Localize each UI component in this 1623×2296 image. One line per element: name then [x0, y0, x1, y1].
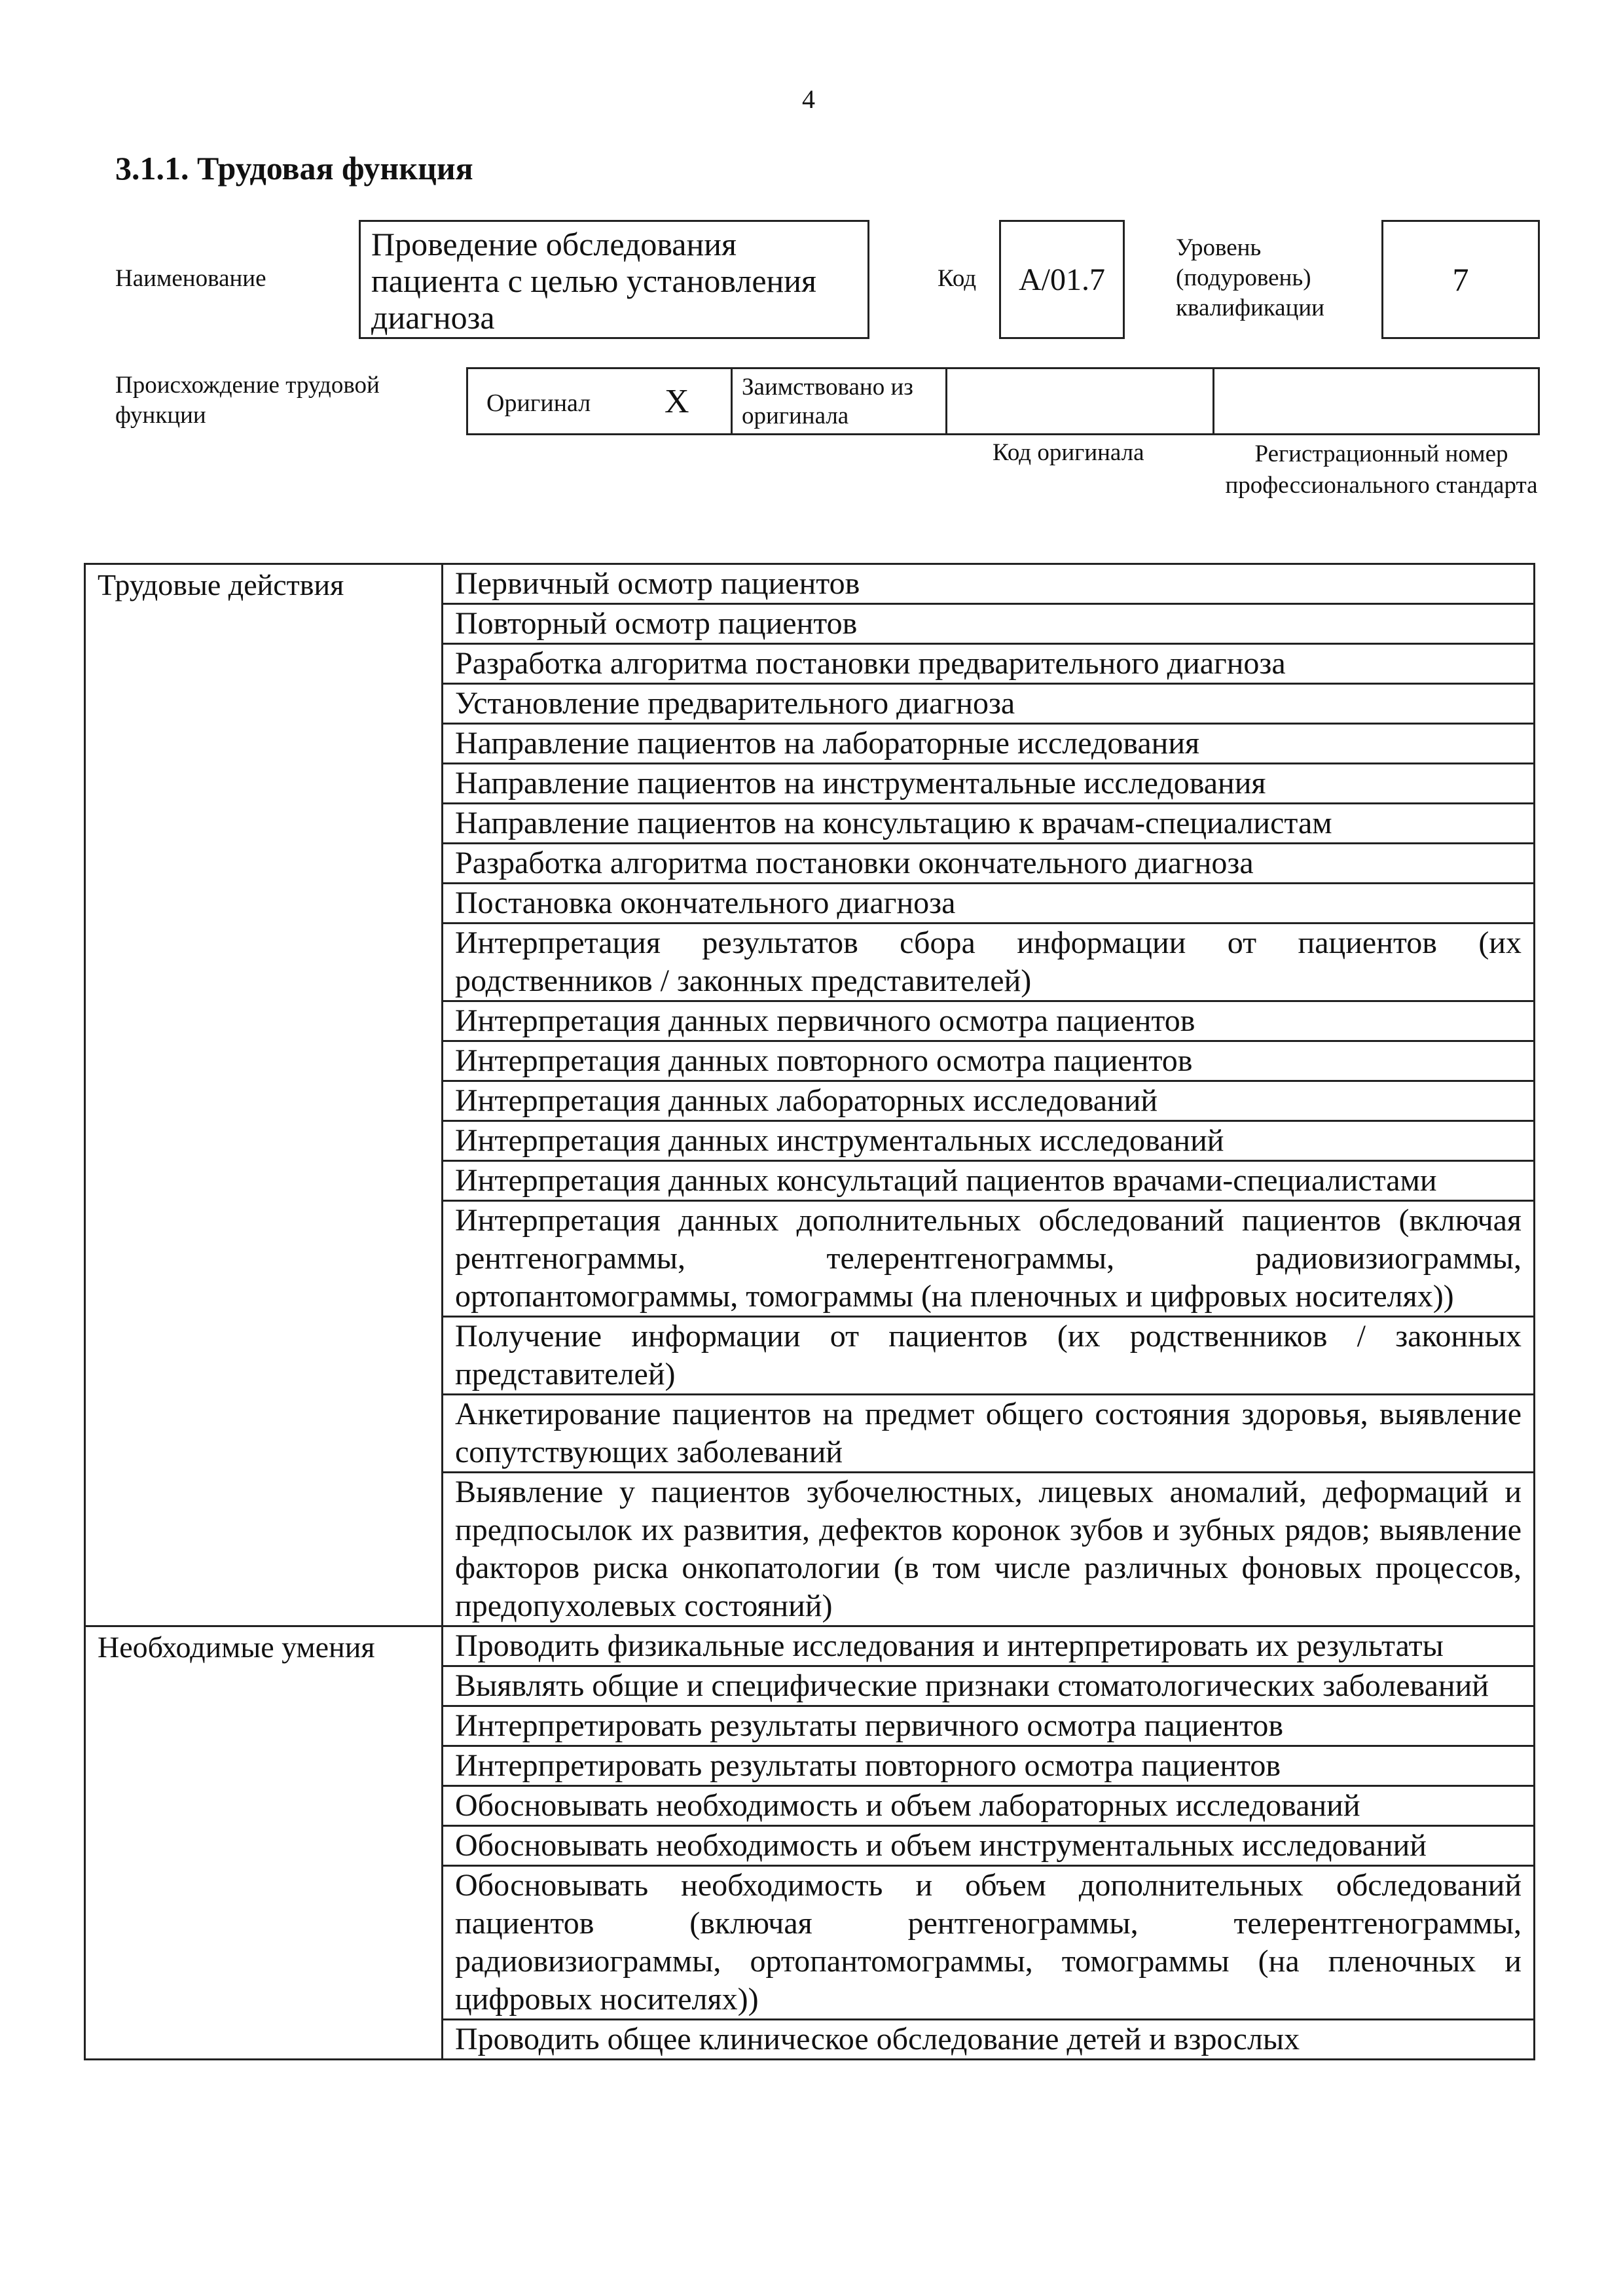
labor-actions-item: Постановка окончательного диагноза: [443, 884, 1535, 924]
labor-actions-item: Разработка алгоритма постановки предварительного диагноза: [443, 644, 1535, 684]
labor-function-table: [84, 563, 1535, 2060]
labor-actions-item: Интерпретация данных лабораторных исследований: [443, 1081, 1535, 1121]
labor-actions-item: Направление пациентов на лабораторные исследования: [443, 724, 1535, 764]
level-label: Уровень (подуровень) квалификации: [1176, 234, 1324, 321]
required-skills-heading: Необходимые умения: [85, 1626, 443, 2060]
required-skills-item: Проводить физикальные исследования и интерпретировать их результаты: [443, 1626, 1535, 1666]
page-number: 4: [802, 84, 815, 114]
labor-actions-item: Направление пациентов на инструментальные исследования: [443, 764, 1535, 804]
required-skills-item: Обосновывать необходимость и объем лабораторных исследований: [443, 1786, 1535, 1826]
function-code-box: [999, 220, 1125, 339]
table-row: [85, 564, 1535, 604]
function-name-box: Проведение обследования пациента с целью установления диагноза: [359, 220, 869, 339]
required-skills-item: Обосновывать необходимость и объем инструментальных исследований: [443, 1826, 1535, 1866]
reg-number-cell: [1214, 369, 1538, 433]
original-code-cell: [947, 369, 1214, 433]
labor-actions-item: Первичный осмотр пациентов: [443, 564, 1535, 604]
labor-actions-item: Установление предварительного диагноза: [443, 684, 1535, 724]
origin-table: [466, 367, 1540, 435]
level-value: 7: [1452, 261, 1469, 298]
labor-actions-item: Интерпретация данных инструментальных исследований: [443, 1121, 1535, 1161]
table-row: [85, 1626, 1535, 1666]
labor-actions-item: Получение информации от пациентов (их родственников / законных представителей): [443, 1317, 1535, 1395]
labor-actions-item: Интерпретация данных дополнительных обследований пациентов (включая рентгенограммы, телерентгенограммы, радиовизиограммы, ортопантомограммы, томограммы (на пленочных и цифровых носителях)): [443, 1201, 1535, 1317]
labor-actions-item: Выявление у пациентов зубочелюстных, лицевых аномалий, деформаций и предпосылок их развития, дефектов коронок зубов и зубных рядов; выявление факторов риска онкопатологии (в том числе различных фоновых процессов, предопухолевых состояний): [443, 1473, 1535, 1626]
original-mark: X: [665, 383, 689, 420]
section-title: 3.1.1. Трудовая функция: [115, 150, 473, 187]
origin-original-cell: [468, 369, 733, 433]
required-skills-item: Выявлять общие и специфические признаки стоматологических заболеваний: [443, 1666, 1535, 1706]
required-skills-item: Интерпретировать результаты повторного осмотра пациентов: [443, 1746, 1535, 1786]
required-skills-item: Обосновывать необходимость и объем дополнительных обследований пациентов (включая рентгенограммы, телерентгенограммы, радиовизиограммы, ортопантомограммы, томограммы (на пленочных и цифровых носителях)): [443, 1866, 1535, 2020]
labor-actions-item: Направление пациентов на консультацию к врачам-специалистам: [443, 804, 1535, 844]
borrowed-label: Заимствовано из оригинала: [733, 369, 947, 433]
labor-actions-item: Интерпретация данных повторного осмотра пациентов: [443, 1041, 1535, 1081]
required-skills-item: Проводить общее клиническое обследование детей и взрослых: [443, 2020, 1535, 2060]
original-label: Оригинал: [486, 389, 591, 417]
function-code-value: A/01.7: [1019, 262, 1105, 297]
labor-actions-item: Интерпретация данных первичного осмотра пациентов: [443, 1001, 1535, 1041]
origin-label: Происхождение трудовой функции: [115, 372, 380, 429]
labor-actions-item: Разработка алгоритма постановки окончательного диагноза: [443, 844, 1535, 884]
level-box: [1381, 220, 1540, 339]
name-label: Наименование: [115, 265, 266, 292]
required-skills-item: Интерпретировать результаты первичного осмотра пациентов: [443, 1706, 1535, 1746]
code-label: Код: [938, 265, 977, 292]
labor-actions-item: Повторный осмотр пациентов: [443, 604, 1535, 644]
labor-actions-item: Интерпретация данных консультаций пациентов врачами-специалистами: [443, 1161, 1535, 1201]
labor-actions-item: Анкетирование пациентов на предмет общего состояния здоровья, выявление сопутствующих заболеваний: [443, 1395, 1535, 1473]
original-code-caption: Код оригинала: [993, 439, 1144, 466]
labor-actions-heading: Трудовые действия: [85, 564, 443, 1626]
labor-actions-item: Интерпретация результатов сбора информации от пациентов (их родственников / законных представителей): [443, 924, 1535, 1001]
reg-number-caption: Регистрационный номер профессионального стандарта: [1225, 440, 1538, 499]
